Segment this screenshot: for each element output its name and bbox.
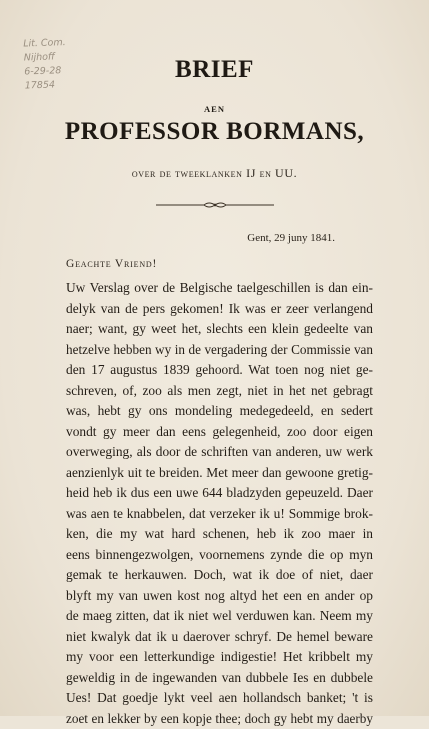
text-line: hetzelve hebben wy in de vergadering der Commissie van <box>66 340 373 361</box>
text-line: schreven, of, zoo als men zegt, niet in het net gebragt <box>66 381 373 402</box>
pencil-line: Nijhoff <box>24 49 110 66</box>
letter-body <box>66 278 373 729</box>
text-line: eens binnengezwolgen, voornemens zynde die op myn <box>66 545 373 566</box>
ornament-divider <box>154 201 276 209</box>
text-line: my voor een letterkundige indigestie! Het kribbelt my <box>66 647 373 668</box>
text-line: niet kwalyk dat ik u daerover schryf. De hemel beware <box>66 627 373 648</box>
text-line: delyk van de pers gekomen! Ik was er zeer verlangend <box>66 299 373 320</box>
text-line: vondt gy meer dan eens gelegenheid, zoo door eigen <box>66 422 373 443</box>
text-line: gemak te herkauwen. Doch, wat ik doe of niet, daer <box>66 565 373 586</box>
text-line: blyft my van uwen kost nog altyd het een en ander op <box>66 586 373 607</box>
pencil-line: 17854 <box>25 76 111 93</box>
text-line: Ues! Dat goedje lykt veel aen hollandsch banket; 't is <box>66 688 373 709</box>
text-line: Uw Verslag over de Belgische taelgeschillen is dan ein- <box>66 278 373 299</box>
title-brief: BRIEF <box>0 56 429 84</box>
text-line: geweldig in de ingewanden van dubbele Ies en dubbele <box>66 668 373 689</box>
text-line: overweging, als door de schriften van anderen, uw werk <box>66 442 373 463</box>
text-line: heid heb ik dus een uwe 644 bladzyden gepeuzeld. Daer <box>66 483 373 504</box>
dateline: Gent, 29 juny 1841. <box>247 232 335 244</box>
text-line: ken, die my wat hard schenen, heb ik zoo maer in <box>66 524 373 545</box>
text-line: was aen te knabbelen, dat verzeker ik u! Sommige brok- <box>66 504 373 525</box>
title-professor: PROFESSOR BORMANS, <box>0 118 429 146</box>
title-aen: AEN <box>0 104 429 114</box>
text-line: aenzienlyk uit te breiden. Met meer dan gewoone gretig- <box>66 463 373 484</box>
pencil-line: Lit. Com. <box>23 35 109 52</box>
subtitle: over de tweeklanken IJ en UU. <box>0 166 429 181</box>
text-line: de maeg zitten, dat ik niet wel verduwen kan. Neem my <box>66 606 373 627</box>
text-line: naer; want, gy weet het, slechts een klein gedeelte van <box>66 319 373 340</box>
text-line: zoet en lekker by een kopje thee; doch gy hebt my daerby <box>66 709 373 729</box>
pencil-line: 6-29-28 <box>24 62 110 79</box>
text-line: den 17 augustus 1839 gehoord. Wat toen nog niet ge- <box>66 360 373 381</box>
salutation: Geachte Vriend! <box>66 258 157 270</box>
text-line: was, hebt gy ons mondeling medegedeeld, en sedert <box>66 401 373 422</box>
